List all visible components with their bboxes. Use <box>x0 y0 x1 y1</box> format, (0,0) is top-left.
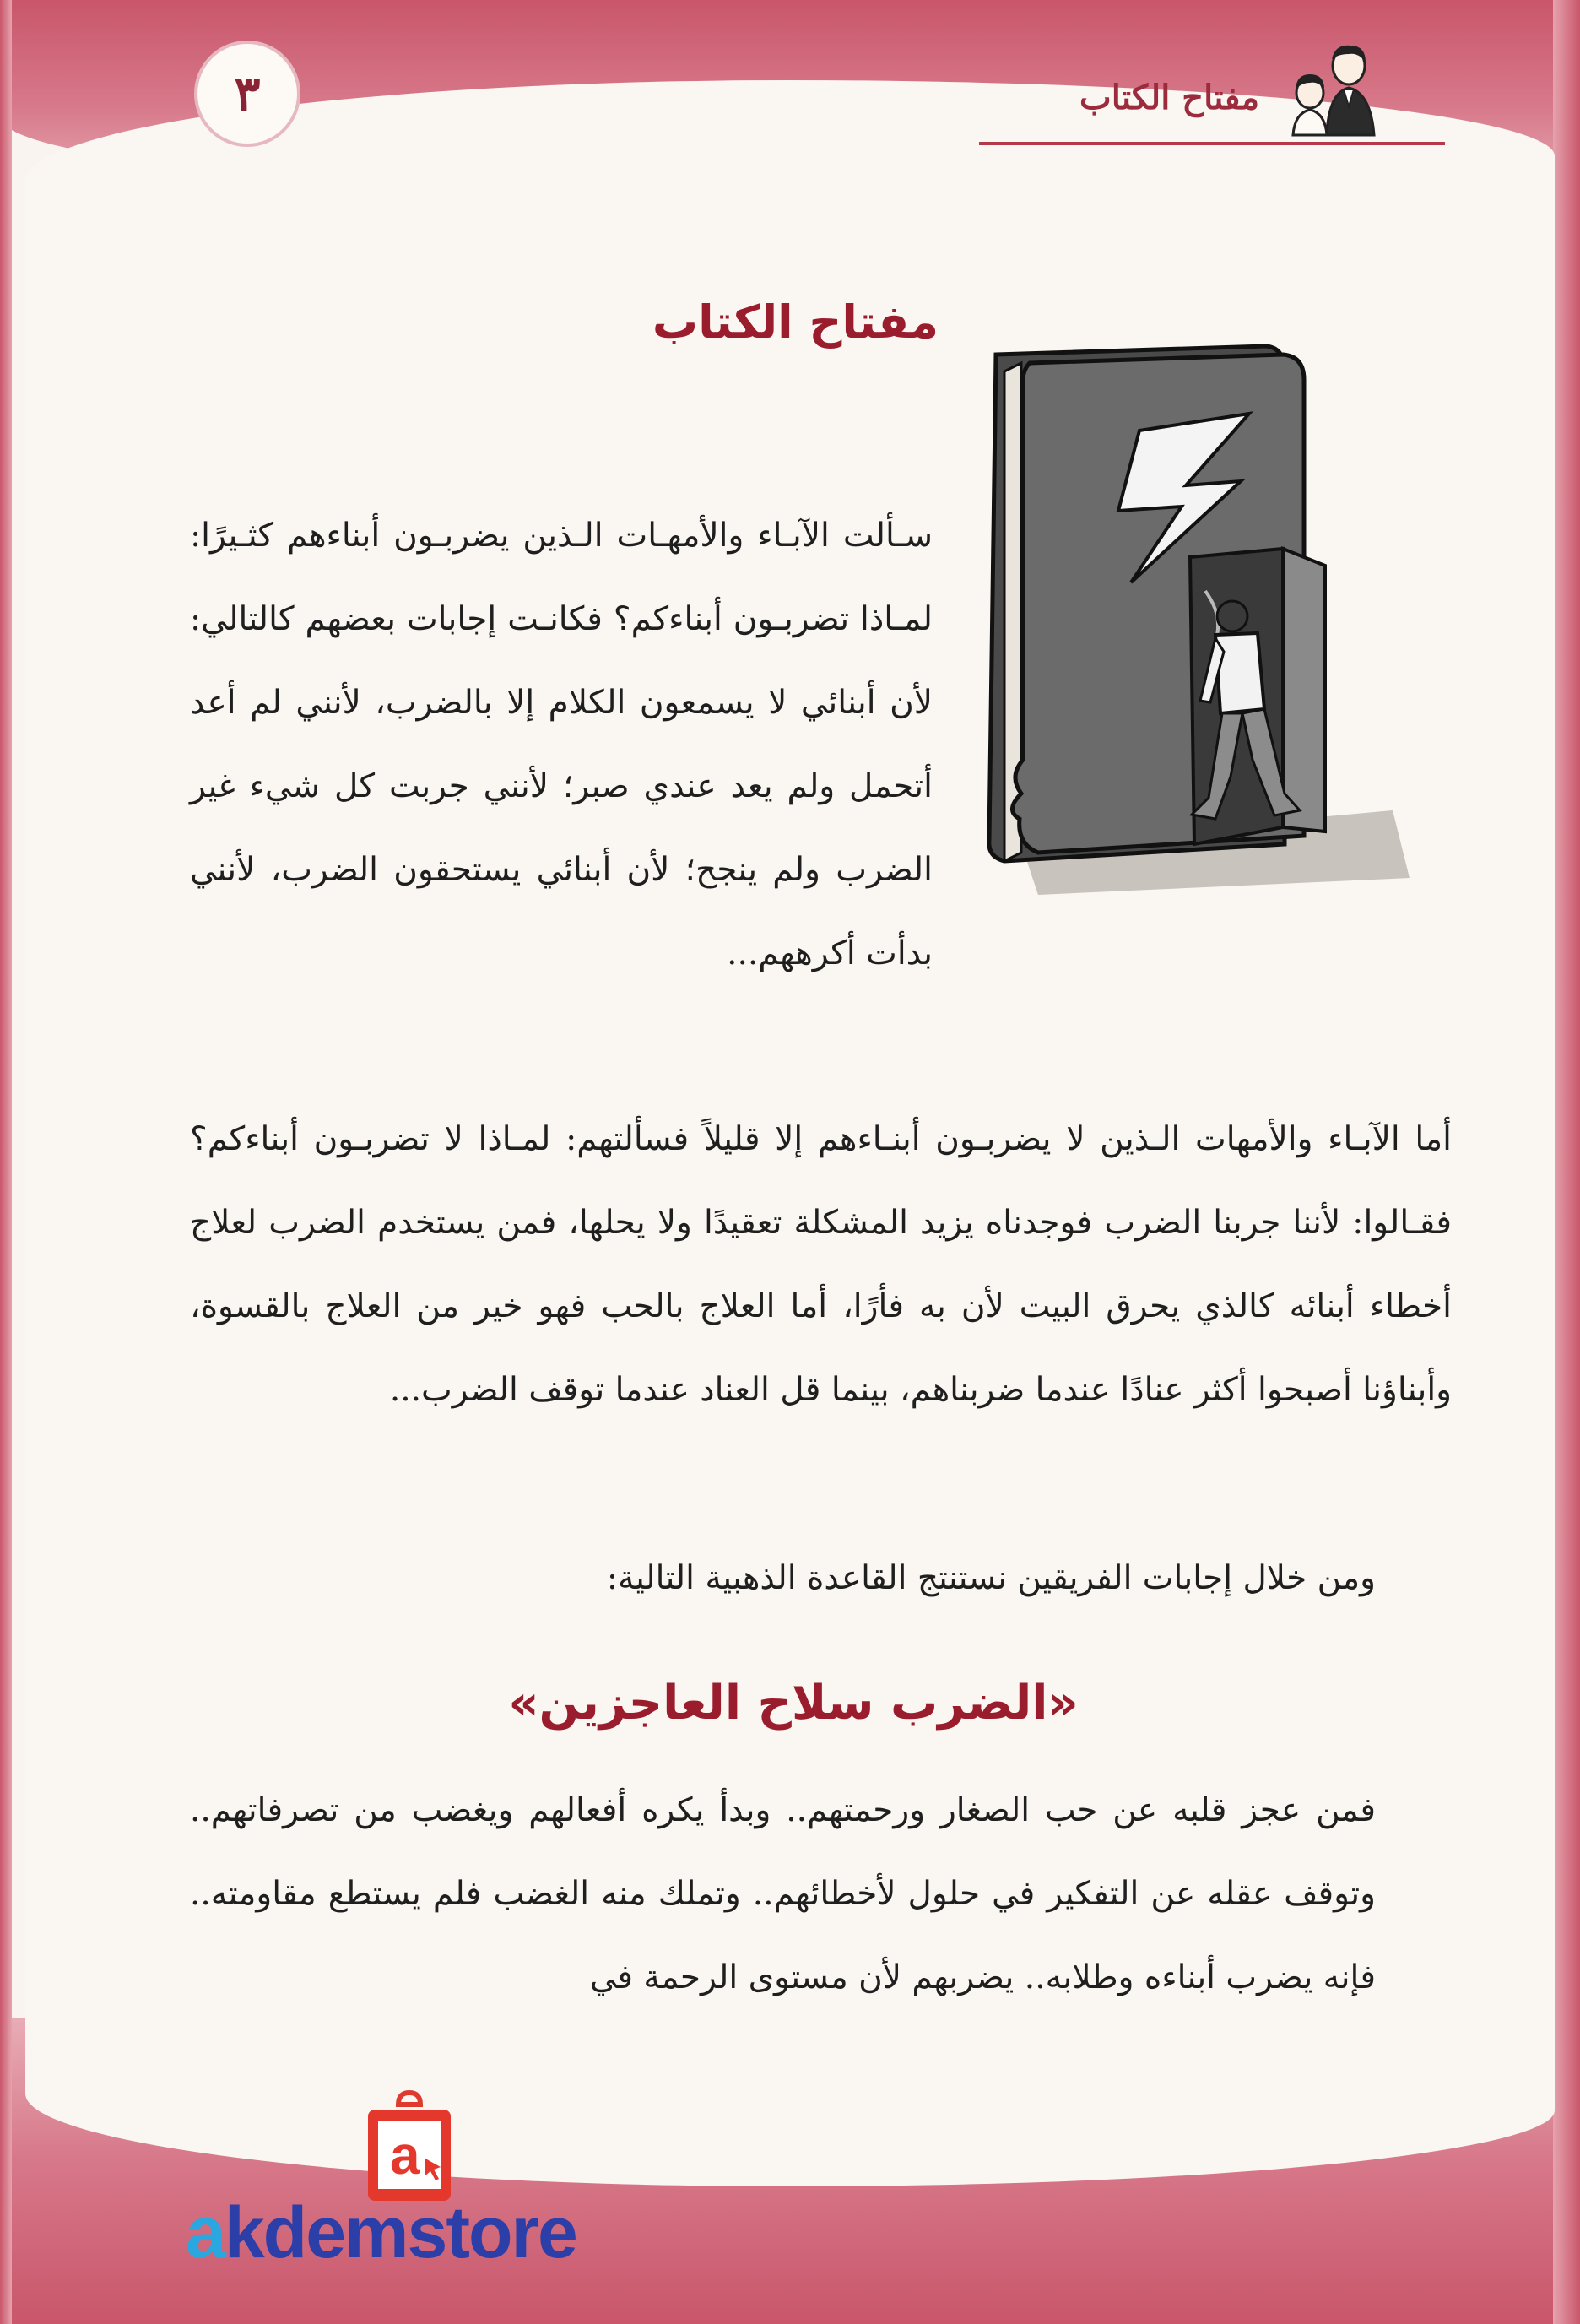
section-title: مفتاح الكتاب <box>652 295 939 349</box>
store-logo-icon <box>363 2089 456 2208</box>
paragraph-parents-who-hit: سـألت الآبـاء والأمهـات الـذين يضربـون أبناءهم كثـيرًا: لمـاذا تضربـون أبناءكم؟ فكانـت إجابات بعضهم كالتالي: لأن أبنائي لا يسمعون الكلام إلا بالضرب، لأنني لم أعد أتحمل ولم يعد عندي صبر؛ لأنني جربت كل شيء غير الضرب ولم ينجح؛ لأن أبنائي يستحقون الضرب، لأنني بدأت أكرههم... <box>190 517 933 972</box>
golden-rule-heading: «الضرب سلاح العاجزين» <box>508 1676 1079 1731</box>
logo-rest: kdemstore <box>224 2192 576 2273</box>
logo-prefix: a <box>186 2192 225 2273</box>
paragraph-conclusion-intro: ومن خلال إجابات الفريقين نستنتج القاعدة الذهبية التالية: <box>606 1559 1376 1597</box>
paragraph-explanation: فمن عجز قلبه عن حب الصغار ورحمتهم.. وبدأ يكره أفعالهم ويغضب من تصرفاتهم.. وتوقف عقله عن التفكير في حلول لأخطائهم.. وتملك منه الغضب فلم يستطع مقاومته.. فإنه يضرب أبناءه وطلابه.. يضربهم لأن مستوى الرحمة في <box>190 1791 1376 1996</box>
page-number: ٣ <box>234 65 261 122</box>
svg-text:a: a <box>390 2125 420 2186</box>
header-rule <box>979 142 1445 145</box>
open-book-door-illustration <box>971 338 1410 895</box>
page-number-badge <box>194 41 300 147</box>
paragraph-parents-who-rarely-hit: أما الآبـاء والأمهات الـذين لا يضربـون أبنـاءهم إلا قليلاً فسألتهم: لمـاذا لا تضربـون أبناءكم؟ فقـالوا: لأننا جربنا الضرب فوجدناه يزيد المشكلة تعقيدًا ولا يحلها، فمن يستخدم الضرب لعلاج أخطاء أبنائه كالذي يحرق البيت لأن به فأرًا، أما العلاج بالحب فهو خير من العلاج بالقسوة، وأبناؤنا أصبحوا أكثر عنادًا عندما ضربناهم، بينما قل العناد عندما توقف الضرب... <box>190 1120 1452 1409</box>
running-title: مفتاح الكتاب <box>1079 78 1259 117</box>
store-logo-wordmark <box>186 2192 641 2273</box>
right-frame-band <box>1553 0 1580 2324</box>
left-frame-band <box>0 0 12 2324</box>
parent-child-icon <box>1283 41 1384 138</box>
